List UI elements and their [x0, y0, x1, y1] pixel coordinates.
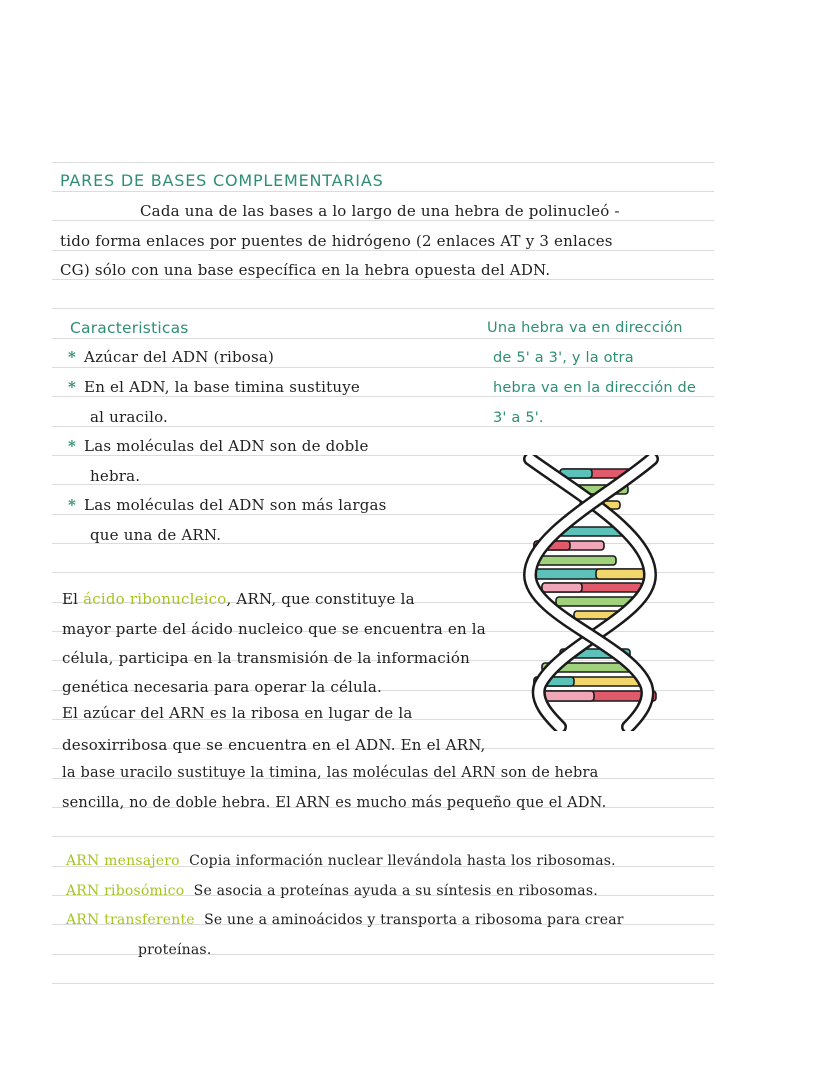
feature-item: * Las moléculas del ADN son más largas: [68, 496, 387, 514]
arn-line: genética necesaria para operar la célula.: [62, 678, 383, 696]
feature-item: * Las moléculas del ADN son de doble: [68, 437, 369, 455]
arn-type-name: ARN transferente: [66, 912, 195, 928]
ruled-line: [52, 396, 714, 397]
intro-line-2: tido forma enlaces por puentes de hidrógeno (2 enlaces AT y 3 enlaces: [60, 232, 613, 250]
feature-item-continuation: hebra.: [90, 467, 141, 485]
arn-line: El azúcar del ARN es la ribosa en lugar de la: [62, 704, 413, 722]
feature-item-continuation: al uracilo.: [90, 408, 169, 426]
ruled-line: [52, 250, 714, 251]
arn-line: sencilla, no de doble hebra. El ARN es mucho más pequeño que el ADN.: [62, 795, 607, 811]
arn-type-row: [66, 853, 616, 869]
ruled-line: [52, 162, 714, 163]
feature-item-continuation: que una de ARN.: [90, 526, 222, 544]
highlight-term: ácido ribonucleico: [83, 590, 227, 608]
ruled-line: [52, 367, 714, 368]
ruled-line: [52, 308, 714, 309]
side-note-line: 3' a 5'.: [493, 410, 544, 426]
ruled-line: [52, 279, 714, 280]
feature-item: * Azúcar del ADN (ribosa): [68, 348, 275, 366]
side-note-line: hebra va en la dirección de: [493, 380, 697, 396]
arn-line: desoxirribosa que se encuentra en el ADN. En el ARN,: [62, 736, 486, 754]
ruled-line: [52, 338, 714, 339]
arn-line: la base uracilo sustituye la timina, las moléculas del ARN son de hebra: [62, 765, 599, 781]
intro-line-1: Cada una de las bases a lo largo de una hebra de polinucleó -: [140, 202, 620, 220]
intro-line-3: CG) sólo con una base específica en la hebra opuesta del ADN.: [60, 261, 551, 279]
star-bullet-icon: *: [68, 437, 77, 455]
arn-line: mayor parte del ácido nucleico que se encuentra en la: [62, 620, 486, 638]
ruled-line: [52, 191, 714, 192]
feature-item: * En el ADN, la base timina sustituye: [68, 378, 360, 396]
arn-type-row: [66, 912, 624, 928]
star-bullet-icon: *: [68, 378, 77, 396]
ruled-line: [52, 983, 714, 984]
arn-type-desc: Se une a aminoácidos y transporta a ribosoma para crear: [204, 912, 624, 928]
arn-type-desc: Copia información nuclear llevándola hasta los ribosomas.: [189, 853, 616, 869]
arn-type-continuation: proteínas.: [138, 942, 212, 958]
ruled-line: [52, 220, 714, 221]
arn-line-1: El ácido ribonucleico, ARN, que constituye la: [62, 590, 415, 608]
star-bullet-icon: *: [68, 496, 77, 514]
arn-line: célula, participa en la transmisión de la información: [62, 649, 470, 667]
arn-type-name: ARN mensajero: [66, 853, 180, 869]
features-heading: Caracteristicas: [70, 319, 189, 337]
star-bullet-icon: *: [68, 348, 77, 366]
section-title: PARES DE BASES COMPLEMENTARIAS: [60, 171, 384, 190]
ruled-line: [52, 426, 714, 427]
side-note-line: de 5' a 3', y la otra: [493, 350, 634, 366]
dna-double-helix-icon: [520, 455, 662, 731]
side-note-line: Una hebra va en dirección: [487, 320, 683, 336]
arn-type-desc: Se asocia a proteínas ayuda a su síntesis en ribosomas.: [193, 883, 598, 899]
arn-type-name: ARN ribosómico: [66, 883, 185, 899]
arn-type-row: [66, 883, 598, 899]
ruled-line: [52, 836, 714, 837]
